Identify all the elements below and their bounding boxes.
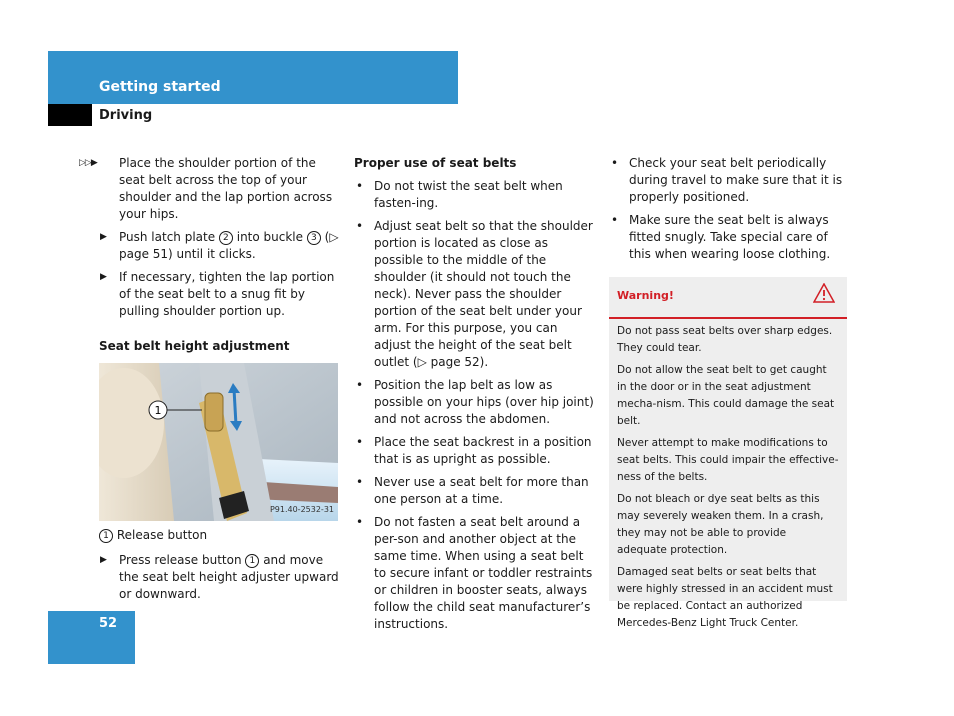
header-bar	[48, 51, 458, 104]
warning-paragraph: Do not pass seat belts over sharp edges. They could tear.	[617, 325, 833, 354]
seat-belt-photo	[99, 363, 338, 521]
bullet-item	[354, 178, 594, 212]
bullet-icon: •	[611, 213, 619, 227]
arrow-icon: ▶	[100, 272, 107, 282]
warning-paragraph: Do not allow the seat belt to get caught in the door or in the seat adjustment mecha-nism. This could damage the seat belt.	[617, 364, 835, 427]
section-heading: Proper use of seat belts	[354, 156, 517, 170]
warning-header	[609, 277, 847, 319]
bullet-item	[354, 377, 594, 428]
warning-paragraph: Never attempt to make modifications to seat belts. This could impair the effective-ness of the belts.	[617, 437, 839, 483]
step-text: If necessary, tighten the lap portion of the seat belt to a snug fit by pulling shoulder portion up.	[119, 270, 335, 318]
bullet-item	[354, 218, 594, 371]
bullet-icon: •	[356, 435, 364, 449]
bullet-item	[609, 155, 847, 206]
bullet-text: Do not fasten a seat belt around a per-son and another object at the same time. When using a seat belt to secure infant or toddler restraints or children in booster seats, always follow the child seat manufacturer’s instructions.	[374, 515, 593, 631]
figure-caption	[99, 527, 339, 544]
column-2	[354, 155, 594, 639]
callout-number: 1	[99, 529, 113, 543]
subsection-title: Driving	[99, 108, 153, 123]
bullet-text: Place the seat backrest in a position that is as upright as possible.	[374, 435, 592, 466]
bullet-text: Make sure the seat belt is always fitted snugly. Take special care of this when wearing loose clothing.	[629, 213, 831, 261]
step-item	[99, 229, 339, 263]
step-text: Press release button	[119, 553, 246, 567]
step-item	[79, 155, 339, 223]
callout-number: 1	[245, 554, 259, 568]
bullet-text: Check your seat belt periodically during travel to make sure that it is properly positioned.	[629, 156, 843, 204]
warning-title: Warning!	[617, 289, 674, 302]
step-text: and move the seat belt height adjuster upward or downward.	[119, 553, 339, 601]
arrow-icon: ▶	[100, 555, 107, 565]
step-text: Place the shoulder portion of the seat belt across the top of your shoulder and the lap portion across your hips.	[119, 156, 333, 221]
step-text: Push latch plate	[119, 230, 219, 244]
page-number-box	[48, 611, 135, 664]
step-item	[99, 269, 339, 320]
bullet-text: Position the lap belt as low as possible on your hips (over hip joint) and not across the abdomen.	[374, 378, 594, 426]
section-heading: Seat belt height adjustment	[99, 339, 290, 353]
bullet-icon: •	[356, 475, 364, 489]
section-title: Getting started	[99, 79, 221, 95]
figure-callout: 1	[154, 404, 162, 417]
column-3	[609, 155, 847, 269]
bullet-icon: •	[356, 378, 364, 392]
bullet-item	[609, 212, 847, 263]
step-text: into buckle	[232, 230, 307, 244]
bullet-item	[354, 434, 594, 468]
arrow-icon: ▶	[100, 232, 107, 242]
callout-number: 3	[307, 231, 321, 245]
column-1	[79, 155, 339, 609]
bullet-icon: •	[356, 179, 364, 193]
seat-belt-figure	[99, 363, 338, 521]
warning-body	[609, 319, 847, 632]
bullet-icon: •	[356, 219, 364, 233]
bullet-item	[354, 514, 594, 633]
step-text: (▷ page 51) until it clicks.	[119, 230, 339, 261]
warning-box	[609, 277, 847, 629]
bullet-icon: •	[611, 156, 619, 170]
warning-triangle-icon	[813, 283, 835, 303]
caption-text: Release button	[116, 528, 208, 542]
section-tab-marker	[48, 104, 92, 126]
bullet-text: Do not twist the seat belt when fasten-ing.	[374, 179, 563, 210]
bullet-item	[354, 474, 594, 508]
page-number: 52	[99, 616, 118, 631]
bullet-text: Adjust seat belt so that the shoulder portion is located as close as possible to the middle of the shoulder (it should not touch the neck). Never pass the shoulder portion of the seat belt under your arm. For this purpose, you can adjust the height of the seat belt outlet (▷ page 52).	[374, 219, 593, 369]
continued-arrow-icon: ▷▷▶	[79, 158, 97, 168]
bullet-text: Never use a seat belt for more than one person at a time.	[374, 475, 589, 506]
figure-code: P91.40-2532-31	[269, 505, 334, 514]
warning-paragraph: Damaged seat belts or seat belts that were highly stressed in an accident must be replaced. Contact an authorized Mercedes-Benz Light Truck Center.	[617, 566, 833, 629]
warning-paragraph: Do not bleach or dye seat belts as this may severely weaken them. In a crash, they may not be able to provide adequate protection.	[617, 493, 824, 556]
callout-number: 2	[219, 231, 233, 245]
step-item	[99, 552, 339, 603]
bullet-icon: •	[356, 515, 364, 529]
